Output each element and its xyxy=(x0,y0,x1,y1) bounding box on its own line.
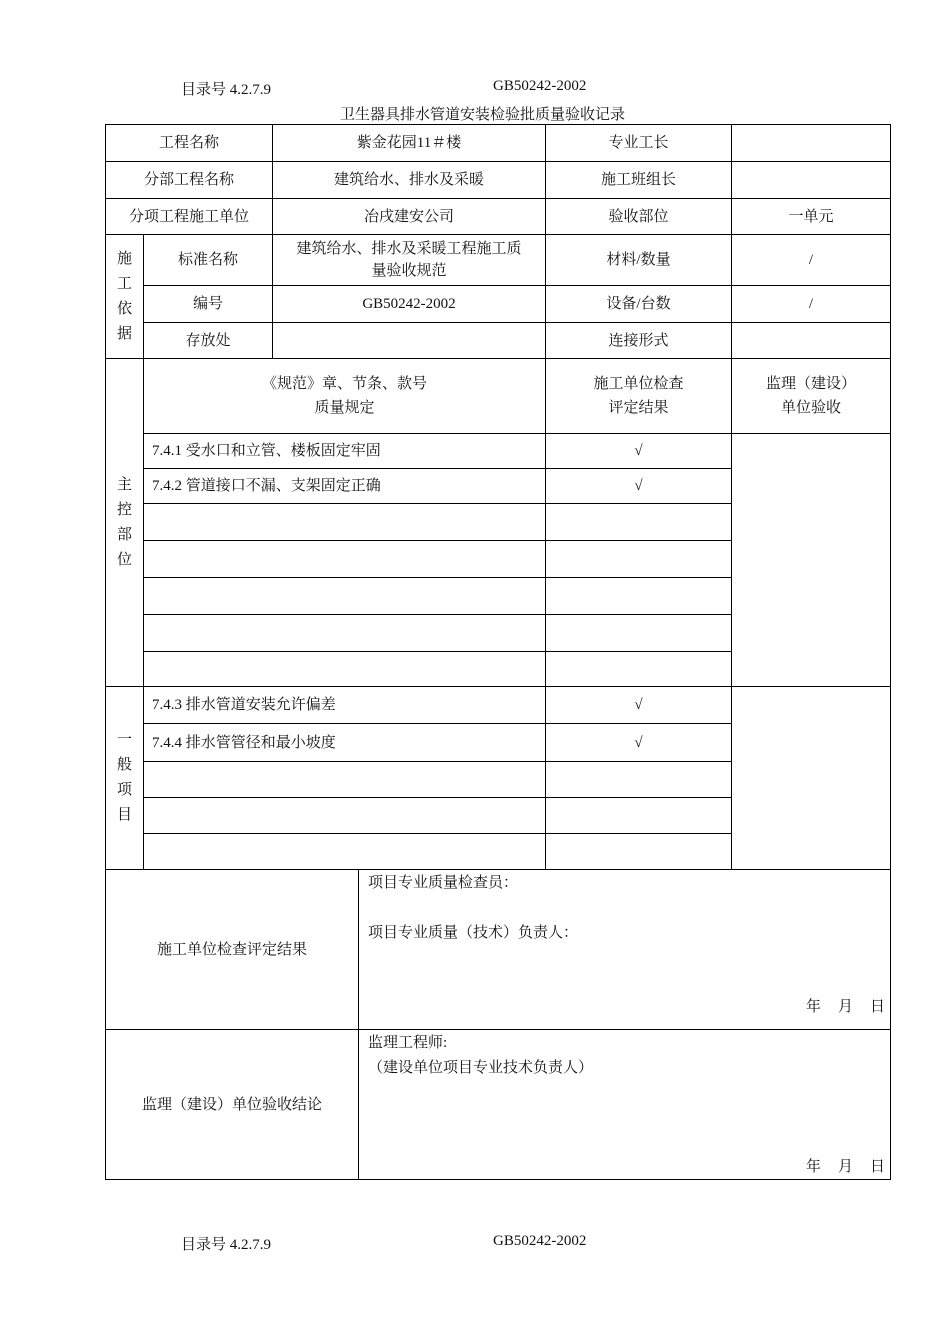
connection-label: 连接形式 xyxy=(608,332,669,349)
connection-value xyxy=(732,323,890,358)
storage-value xyxy=(273,323,545,358)
part-value: 一单元 xyxy=(788,208,834,225)
general-item-spec: 7.4.4 排水管管径和最小坡度 xyxy=(152,734,336,751)
equipment-label: 设备/台数 xyxy=(606,296,671,312)
supervision-date: 年 月 日 xyxy=(806,1159,887,1175)
main-control-item-result: √ xyxy=(634,443,643,459)
project-name-label: 工程名称 xyxy=(158,135,219,151)
foreman-label: 专业工长 xyxy=(608,135,669,151)
spec-column-header: 《规范》章、节条、款号 质量规定 xyxy=(261,376,427,416)
basis-group-label: 施 工 依 据 xyxy=(116,250,132,342)
code-value: GB50242-2002 xyxy=(362,296,456,312)
sub-project-label: 分部工程名称 xyxy=(143,172,234,188)
main-control-label: 主 控 部 位 xyxy=(116,476,132,568)
general-item-result: √ xyxy=(634,697,643,713)
owner-representative-label: （建设单位项目专业技术负责人） xyxy=(368,1060,594,1076)
quality-manager-label: 项目专业质量（技术）负责人： xyxy=(368,925,579,941)
main-control-item-result: √ xyxy=(634,478,643,494)
general-items-label: 一 般 项 目 xyxy=(116,732,132,823)
standard-name-value: 建筑给水、排水及采暖工程施工质 量验收规范 xyxy=(296,241,522,279)
project-name-value: 紫金花园11＃楼 xyxy=(356,135,462,151)
main-control-item-spec: 7.4.1 受水口和立管、楼板固定牢固 xyxy=(152,443,381,459)
material-value: / xyxy=(808,252,814,268)
foreman-value xyxy=(732,125,890,161)
team-leader-label: 施工班组长 xyxy=(600,172,676,188)
construction-date: 年 月 日 xyxy=(806,999,887,1015)
supervision-result-label: 监理（建设）单位验收结论 xyxy=(141,1096,322,1113)
standard-code: GB50242-2002 xyxy=(493,78,587,94)
page-title: 卫生器具排水管道安装检验批质量验收记录 xyxy=(340,107,626,123)
main-control-item-spec: 7.4.2 管道接口不漏、支架固定正确 xyxy=(152,478,381,494)
unit-label: 分项工程施工单位 xyxy=(128,208,249,225)
general-item-result: √ xyxy=(634,734,643,751)
supervise-column-header: 监理（建设） 单位验收 xyxy=(765,376,856,416)
quality-inspector-label: 项目专业质量检查员： xyxy=(368,875,519,891)
material-label: 材料/数量 xyxy=(606,252,671,268)
standard-name-label: 标准名称 xyxy=(177,252,238,268)
supervision-engineer-label: 监理工程师: xyxy=(368,1035,448,1051)
construction-result-label: 施工单位检查评定结果 xyxy=(156,941,307,958)
general-item-spec: 7.4.3 排水管道安装允许偏差 xyxy=(152,697,336,713)
check-column-header: 施工单位检查 评定结果 xyxy=(593,376,684,416)
unit-value: 冶戌建安公司 xyxy=(363,208,454,225)
team-leader-value xyxy=(732,162,890,198)
footer-standard-code: GB50242-2002 xyxy=(493,1233,587,1249)
code-label: 编号 xyxy=(192,296,223,312)
catalog-number: 目录号 4.2.7.9 xyxy=(181,82,272,98)
sub-project-value: 建筑给水、排水及采暖 xyxy=(333,172,484,188)
footer-catalog-number: 目录号 4.2.7.9 xyxy=(181,1237,272,1253)
part-label: 验收部位 xyxy=(608,208,669,225)
storage-label: 存放处 xyxy=(185,332,231,349)
equipment-value: / xyxy=(808,296,814,312)
